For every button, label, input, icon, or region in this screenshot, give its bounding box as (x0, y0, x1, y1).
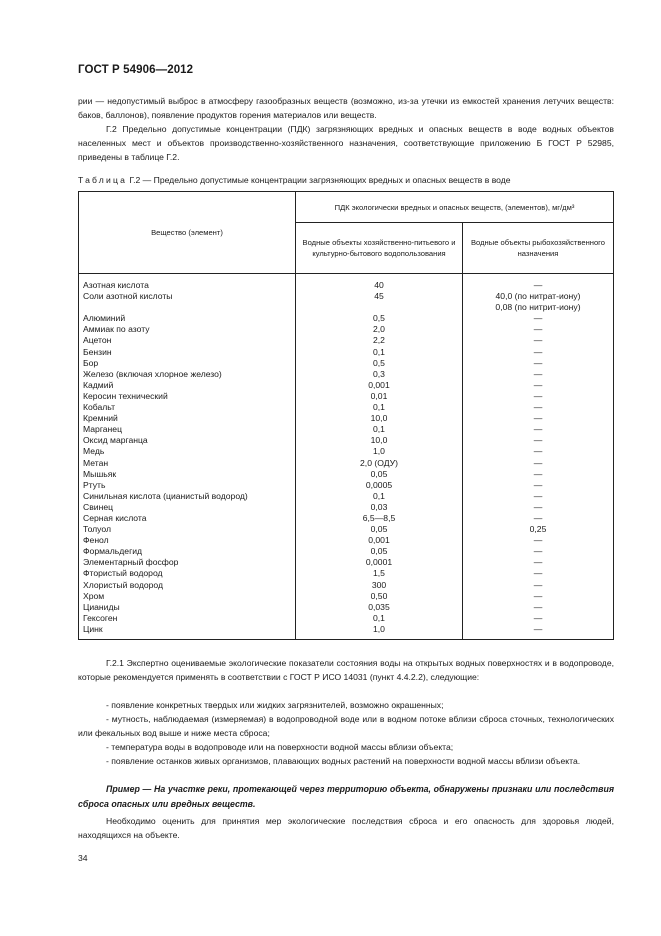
cell-substance: Керосин технический (79, 391, 296, 402)
cell-pdk-fishery: 0,25 (463, 524, 614, 535)
document-header: ГОСТ Р 54906—2012 (78, 64, 194, 76)
example-paragraph: Пример — На участке реки, протекающей через территорию объекта, обнаружены признаки или последствия сброса опасных или вредных веществ. (78, 784, 614, 809)
cell-substance: Железо (включая хлорное железо) (79, 369, 296, 380)
list-item: - температура воды в водопроводе или на поверхности водной массы вблизи объекта; (106, 742, 454, 752)
cell-pdk-drinking: 0,001 (296, 535, 463, 546)
cell-substance: Кадмий (79, 380, 296, 391)
table-row (79, 335, 614, 346)
table-row (79, 358, 614, 369)
cell-pdk-fishery: — (463, 491, 614, 502)
cell-pdk-fishery: — (463, 369, 614, 380)
cell-pdk-fishery: — (463, 502, 614, 513)
cell-pdk-fishery: — (463, 458, 614, 469)
cell-pdk-fishery: — (463, 358, 614, 369)
cell-substance: Оксид марганца (79, 435, 296, 446)
cell-pdk-drinking (296, 302, 463, 313)
cell-pdk-drinking: 0,1 (296, 347, 463, 358)
cell-pdk-drinking: 0,50 (296, 591, 463, 602)
header-substance: Вещество (элемент) (79, 192, 296, 274)
cell-substance: Формальдегид (79, 546, 296, 557)
cell-pdk-fishery: — (463, 557, 614, 568)
table-row (79, 324, 614, 335)
cell-pdk-drinking: 2,0 (ОДУ) (296, 458, 463, 469)
cell-substance: Метан (79, 458, 296, 469)
cell-substance (79, 302, 296, 313)
cell-substance: Медь (79, 446, 296, 457)
table-row (79, 291, 614, 302)
cell-substance: Хром (79, 591, 296, 602)
cell-substance: Фтористый водород (79, 568, 296, 579)
cell-pdk-fishery: — (463, 391, 614, 402)
cell-substance: Алюминий (79, 313, 296, 324)
cell-pdk-fishery: — (463, 480, 614, 491)
cell-pdk-fishery: — (463, 313, 614, 324)
table-row (79, 347, 614, 358)
cell-substance: Бор (79, 358, 296, 369)
table-caption-text: Г.2 — Предельно допустимые концентрации загрязняющих вредных и опасных веществ в воде (129, 175, 511, 185)
table-row (79, 424, 614, 435)
cell-pdk-drinking: 1,5 (296, 568, 463, 579)
cell-pdk-drinking: 300 (296, 580, 463, 591)
cell-pdk-drinking: 0,001 (296, 380, 463, 391)
cell-pdk-fishery: — (463, 424, 614, 435)
table-row (79, 491, 614, 502)
list-item: - появление останков живых организмов, плавающих водных растений на поверхности водной массы вблизи объекта. (106, 756, 581, 766)
cell-substance: Марганец (79, 424, 296, 435)
cell-pdk-fishery: — (463, 535, 614, 546)
section-g21-intro: Г.2.1 Экспертно оцениваемые экологические показатели состояния воды на открытых водных поверхностях и в водопроводе, которые рекомендуется применять в соответствии с ГОСТ Р ИСО 14031 (пункт 4.4.2.2), следующие: (78, 658, 614, 682)
cell-pdk-fishery: — (463, 568, 614, 579)
intro-paragraph-continuation: рии — недопустимый выброс в атмосферу газообразных веществ (возможно, из-за утечки из емкостей хранения летучих веществ: баков, баллонов), появление продуктов горения материалов или веществ. (78, 96, 614, 120)
cell-pdk-fishery: 0,08 (по нитрит-иону) (463, 302, 614, 313)
list-item: - мутность, наблюдаемая (измеряемая) в водопроводной воде или в водном потоке вблизи сброса сточных, технологических или фекальных вод выше и ниже места сброса; (78, 714, 614, 738)
pdk-table (78, 191, 614, 640)
cell-pdk-drinking: 6,5—8,5 (296, 513, 463, 524)
conclusion-paragraph: Необходимо оценить для принятия мер экологические последствия сброса и его опасность для здоровья людей, находящихся на объекте. (78, 816, 614, 840)
cell-substance: Соли азотной кислоты (79, 291, 296, 302)
table-row (79, 602, 614, 613)
cell-substance: Серная кислота (79, 513, 296, 524)
cell-pdk-drinking: 0,01 (296, 391, 463, 402)
header-fishery-water: Водные объекты рыбохозяйственного назначения (463, 223, 614, 274)
cell-substance: Свинец (79, 502, 296, 513)
cell-pdk-fishery: 40,0 (по нитрат-иону) (463, 291, 614, 302)
table-row (79, 302, 614, 313)
cell-substance: Бензин (79, 347, 296, 358)
cell-pdk-fishery: — (463, 602, 614, 613)
cell-pdk-drinking: 45 (296, 291, 463, 302)
cell-pdk-drinking: 0,5 (296, 358, 463, 369)
table-row (79, 580, 614, 591)
table-row (79, 524, 614, 535)
cell-pdk-fishery: — (463, 402, 614, 413)
table-row (79, 568, 614, 579)
cell-pdk-fishery: — (463, 580, 614, 591)
table-row (79, 313, 614, 324)
table-row (79, 557, 614, 568)
cell-pdk-drinking: 0,1 (296, 402, 463, 413)
cell-substance: Толуол (79, 524, 296, 535)
cell-pdk-drinking: 0,1 (296, 424, 463, 435)
header-drinking-water: Водные объекты хозяйственно-питьевого и культурно-бытового водопользования (296, 223, 463, 274)
cell-pdk-fishery: — (463, 324, 614, 335)
table-row (79, 624, 614, 640)
table-row (79, 546, 614, 557)
table-row (79, 402, 614, 413)
cell-pdk-fishery: — (463, 335, 614, 346)
cell-pdk-drinking: 1,0 (296, 624, 463, 640)
table-row (79, 413, 614, 424)
cell-pdk-drinking: 1,0 (296, 446, 463, 457)
table-caption (78, 174, 618, 186)
cell-pdk-drinking: 0,1 (296, 613, 463, 624)
cell-pdk-drinking: 0,035 (296, 602, 463, 613)
cell-pdk-drinking: 0,05 (296, 524, 463, 535)
cell-substance: Синильная кислота (цианистый водород) (79, 491, 296, 502)
header-pdk-group: ПДК экологически вредных и опасных веществ, (элементов), мг/дм³ (296, 192, 614, 223)
cell-pdk-drinking: 40 (296, 274, 463, 292)
cell-pdk-drinking: 0,05 (296, 546, 463, 557)
table-row (79, 458, 614, 469)
cell-pdk-fishery: — (463, 624, 614, 640)
cell-substance: Кобальт (79, 402, 296, 413)
cell-pdk-fishery: — (463, 446, 614, 457)
table-row (79, 369, 614, 380)
cell-pdk-drinking: 0,05 (296, 469, 463, 480)
cell-pdk-fishery: — (463, 591, 614, 602)
table-row (79, 535, 614, 546)
cell-pdk-fishery: — (463, 546, 614, 557)
cell-pdk-drinking: 0,03 (296, 502, 463, 513)
cell-pdk-fishery: — (463, 613, 614, 624)
cell-substance: Мышьяк (79, 469, 296, 480)
cell-pdk-drinking: 2,0 (296, 324, 463, 335)
cell-substance: Хлористый водород (79, 580, 296, 591)
cell-substance: Гексоген (79, 613, 296, 624)
table-body (79, 274, 614, 640)
cell-substance: Кремний (79, 413, 296, 424)
table-row (79, 469, 614, 480)
cell-pdk-drinking: 10,0 (296, 435, 463, 446)
table-row (79, 274, 614, 292)
cell-substance: Ацетон (79, 335, 296, 346)
table-row (79, 513, 614, 524)
table-row (79, 446, 614, 457)
cell-substance: Элементарный фосфор (79, 557, 296, 568)
intro-paragraph-g2: Г.2 Предельно допустимые концентрации (ПДК) загрязняющих вредных и опасных веществ в воде водных объектов населенных мест и объектов производственно-хозяйственного назначения, соответствующие приложению Б ГОСТ Р 52985, приведены в таблице Г.2. (78, 124, 614, 162)
cell-pdk-drinking: 2,2 (296, 335, 463, 346)
cell-pdk-fishery: — (463, 435, 614, 446)
cell-substance: Ртуть (79, 480, 296, 491)
cell-pdk-fishery: — (463, 274, 614, 292)
cell-substance: Цинк (79, 624, 296, 640)
cell-pdk-fishery: — (463, 413, 614, 424)
table-row (79, 613, 614, 624)
cell-substance: Аммиак по азоту (79, 324, 296, 335)
list-item: - появление конкретных твердых или жидких загрязнителей, возможно окрашенных; (106, 700, 444, 710)
cell-pdk-drinking: 10,0 (296, 413, 463, 424)
cell-substance: Азотная кислота (79, 274, 296, 292)
cell-pdk-drinking: 0,5 (296, 313, 463, 324)
page-number: 34 (78, 853, 88, 863)
cell-substance: Фенол (79, 535, 296, 546)
table-row (79, 380, 614, 391)
table-row (79, 435, 614, 446)
cell-pdk-fishery: — (463, 469, 614, 480)
cell-pdk-fishery: — (463, 513, 614, 524)
table-caption-label: Таблица (78, 175, 128, 185)
cell-pdk-drinking: 0,0005 (296, 480, 463, 491)
cell-substance: Цианиды (79, 602, 296, 613)
table-row (79, 591, 614, 602)
table-row (79, 480, 614, 491)
table-row (79, 502, 614, 513)
cell-pdk-drinking: 0,3 (296, 369, 463, 380)
cell-pdk-drinking: 0,0001 (296, 557, 463, 568)
cell-pdk-fishery: — (463, 380, 614, 391)
cell-pdk-fishery: — (463, 347, 614, 358)
table-row (79, 391, 614, 402)
cell-pdk-drinking: 0,1 (296, 491, 463, 502)
